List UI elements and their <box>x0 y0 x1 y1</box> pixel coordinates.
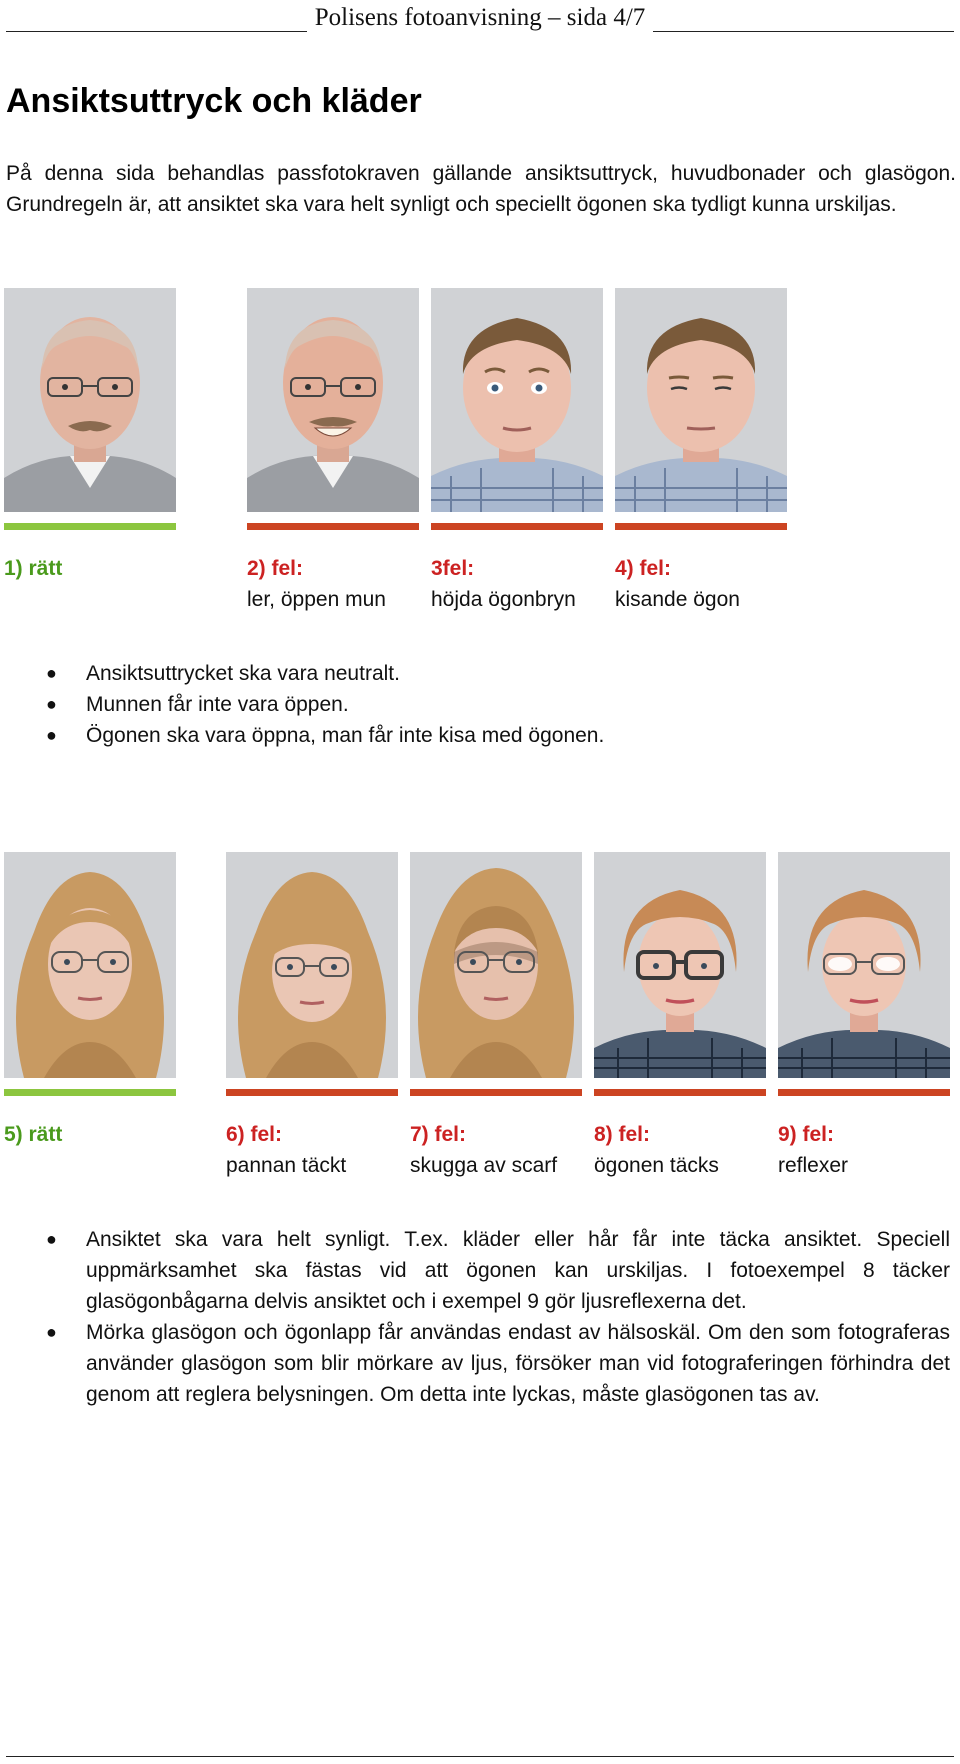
photo-5-woman-scarf-correct <box>4 852 176 1078</box>
header-rule-right <box>653 9 954 32</box>
status-bar-9 <box>778 1089 950 1096</box>
caption-desc: kisande ögon <box>615 588 740 611</box>
photo-3-man-raised-brows <box>431 288 603 512</box>
bullet-list-visibility <box>0 1224 950 1410</box>
bullet-item: ● Ansiktsuttrycket ska vara neutralt. <box>0 658 950 689</box>
caption-1 <box>4 553 62 584</box>
caption-desc: reflexer <box>778 1154 849 1177</box>
caption-label: 7) fel: <box>410 1123 467 1146</box>
bullet-item: ● Munnen får inte vara öppen. <box>0 689 950 720</box>
caption-desc: skugga av scarf <box>410 1154 558 1177</box>
caption-label: 4) fel: <box>615 557 672 580</box>
page-title: Ansiktsuttryck och kläder <box>6 82 422 120</box>
caption-label: 6) fel: <box>226 1123 283 1146</box>
caption-label: 8) fel: <box>594 1123 651 1146</box>
caption-9 <box>778 1119 848 1181</box>
status-bar-3 <box>431 523 603 530</box>
photo-6-woman-forehead-covered <box>226 852 398 1078</box>
caption-5 <box>4 1119 62 1150</box>
bullet-item: ● Mörka glasögon och ögonlapp får användas endast av hälsoskäl. Om den som fotograferas använder glasögon som blir mörkare av ljus, försöker man vid fotograferingen förhindra det genom att reglera belysningen. Om detta inte lyckas, måste glasögonen tas av. <box>0 1317 950 1410</box>
caption-label: 1) rätt <box>4 557 63 580</box>
caption-3 <box>431 553 576 615</box>
bullet-dot-icon: ● <box>46 1229 57 1249</box>
caption-label: 9) fel: <box>778 1123 835 1146</box>
bullet-item: ● Ögonen ska vara öppna, man får inte kisa med ögonen. <box>0 720 950 751</box>
caption-label: 3fel: <box>431 557 475 580</box>
status-bar-6 <box>226 1089 398 1096</box>
status-bar-7 <box>410 1089 582 1096</box>
status-bar-5 <box>4 1089 176 1096</box>
header-rule-left <box>6 9 307 32</box>
status-bar-2 <box>247 523 419 530</box>
status-bar-4 <box>615 523 787 530</box>
bullet-dot-icon: ● <box>46 1322 57 1342</box>
caption-desc: pannan täckt <box>226 1154 347 1177</box>
caption-6 <box>226 1119 346 1181</box>
footer-rule <box>6 1756 954 1757</box>
status-bar-8 <box>594 1089 766 1096</box>
caption-7 <box>410 1119 557 1181</box>
photo-2-man-smiling <box>247 288 419 512</box>
status-bar-1 <box>4 523 176 530</box>
photo-9-woman-reflections <box>778 852 950 1078</box>
page-header <box>0 0 960 32</box>
bullet-item: ● Ansiktet ska vara helt synligt. T.ex. kläder eller hår får inte täcka ansiktet. Speciell uppmärksamhet ska fästas vid att ögonen kan urskiljas. I fotoexempel 8 täcker glasögonbågarna delvis ansiktet och i exempel 9 gör ljusreflexerna det. <box>0 1224 950 1317</box>
caption-8 <box>594 1119 719 1181</box>
caption-label: 5) rätt <box>4 1123 63 1146</box>
caption-4 <box>615 553 740 615</box>
caption-desc: ler, öppen mun <box>247 588 386 611</box>
bullet-dot-icon: ● <box>46 725 57 745</box>
caption-label: 2) fel: <box>247 557 304 580</box>
bullet-dot-icon: ● <box>46 663 57 683</box>
photo-7-woman-scarf-shadow <box>410 852 582 1078</box>
intro-paragraph: På denna sida behandlas passfotokraven gällande ansiktsuttryck, huvudbonader och glasögon. Grundregeln är, att ansiktet ska vara helt synligt och speciellt ögonen ska tydligt kunna urskiljas. <box>6 162 956 216</box>
bullet-dot-icon: ● <box>46 694 57 714</box>
caption-2 <box>247 553 386 615</box>
bullet-list-expression <box>0 658 950 751</box>
photo-4-man-squinting <box>615 288 787 512</box>
caption-desc: höjda ögonbryn <box>431 588 576 611</box>
header-text: Polisens fotoanvisning – sida 4/7 <box>314 4 646 31</box>
photo-1-man-neutral <box>4 288 176 512</box>
caption-desc: ögonen täcks <box>594 1154 719 1177</box>
photo-8-woman-eyes-covered <box>594 852 766 1078</box>
